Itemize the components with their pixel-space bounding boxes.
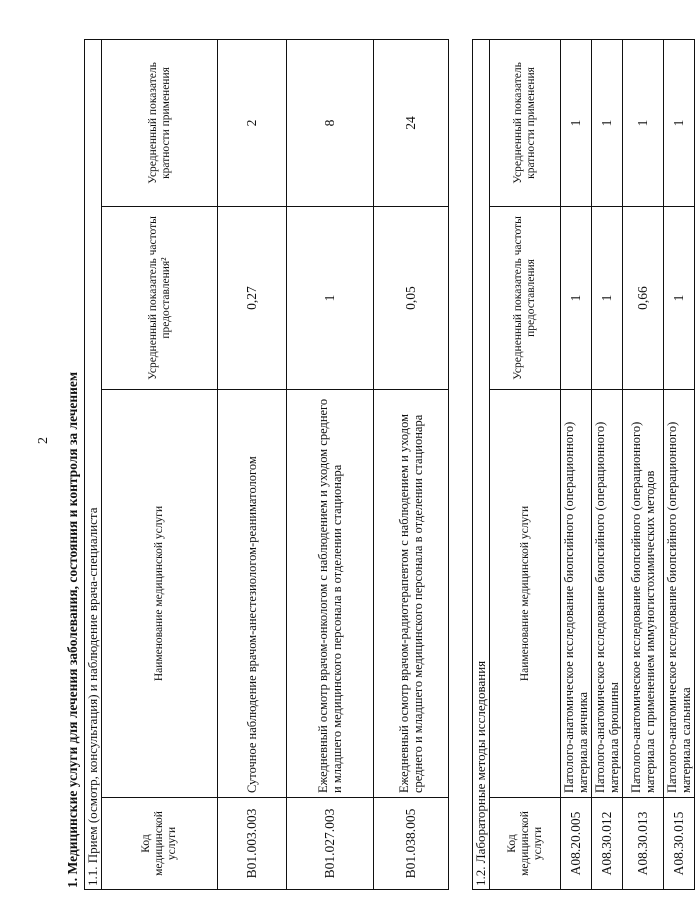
service-name: Суточное наблюдение врачом-анестезиологом-реаниматологом: [218, 390, 287, 798]
frequency-value: 0,05: [374, 207, 449, 390]
header-code: Код медицинской услуги: [102, 798, 218, 890]
multiplicity-value: 24: [374, 39, 449, 206]
table-row: [218, 39, 287, 889]
service-code: B01.027.003: [287, 798, 374, 890]
header-code: Код медицинской услуги: [490, 798, 561, 890]
service-code: B01.003.003: [218, 798, 287, 890]
service-code: B01.038.005: [374, 798, 449, 890]
table-row: [374, 39, 449, 889]
table-header-row: [490, 39, 561, 889]
service-code: A08.20.005: [561, 798, 592, 890]
multiplicity-value: 1: [561, 39, 592, 206]
section-heading: 1. Медицинские услуги для лечения заболевания, состояния и контроля за лечением: [65, 371, 80, 888]
frequency-value: 1: [287, 207, 374, 390]
service-name: Патолого-анатомическое исследование биопсийного (операционного) материала яичника: [561, 390, 592, 798]
table-subheading: 1.1. Прием (осмотр, консультация) и наблюдение врача-специалиста: [85, 39, 102, 889]
header-name: Наименование медицинской услуги: [102, 390, 218, 798]
header-multiplicity: Усредненный показатель кратности применения: [490, 39, 561, 206]
header-name: Наименование медицинской услуги: [490, 390, 561, 798]
multiplicity-value: 1: [592, 39, 623, 206]
table-lab-methods: [472, 39, 695, 890]
service-name: Патолого-анатомическое исследование биопсийного (операционного) материала с применением иммуногистохимических методов: [623, 390, 664, 798]
multiplicity-value: 1: [623, 39, 664, 206]
table-row: [664, 39, 695, 889]
header-frequency: Усредненный показатель частоты предоставления²: [102, 207, 218, 390]
multiplicity-value: 2: [218, 39, 287, 206]
header-frequency: Усредненный показатель частоты предоставления: [490, 207, 561, 390]
service-name: Ежедневный осмотр врачом-радиотерапевтом с наблюдением и уходом среднего и младшего медицинского персонала в отделении стационара: [374, 390, 449, 798]
service-name: Ежедневный осмотр врачом-онкологом с наблюдением и уходом среднего и младшего медицинского персонала в отделении стационара: [287, 390, 374, 798]
service-code: A08.30.015: [664, 798, 695, 890]
table-row: [623, 39, 664, 889]
table-row: [561, 39, 592, 889]
table-row: [287, 39, 374, 889]
frequency-value: 1: [592, 207, 623, 390]
multiplicity-value: 1: [664, 39, 695, 206]
table-gap: [449, 40, 472, 890]
frequency-value: 1: [561, 207, 592, 390]
table-header-row: [102, 39, 218, 889]
table-subheading: 1.2. Лабораторные методы исследования: [473, 39, 490, 889]
frequency-value: 0,27: [218, 207, 287, 390]
page-number: 2: [36, 437, 51, 444]
table-subheading-row: [85, 39, 102, 889]
service-name: Патолого-анатомическое исследование биопсийного (операционного) материала брюшины: [592, 390, 623, 798]
service-code: A08.30.012: [592, 798, 623, 890]
header-multiplicity: Усредненный показатель кратности применения: [102, 39, 218, 206]
table-subheading-row: [473, 39, 490, 889]
service-name: Патолого-анатомическое исследование биопсийного (операционного) материала сальника: [664, 390, 695, 798]
service-code: A08.30.013: [623, 798, 664, 890]
multiplicity-value: 8: [287, 39, 374, 206]
frequency-value: 0,66: [623, 207, 664, 390]
table-consultations: [84, 39, 449, 890]
landscape-page: [62, 40, 695, 890]
table-row: [592, 39, 623, 889]
frequency-value: 1: [664, 207, 695, 390]
